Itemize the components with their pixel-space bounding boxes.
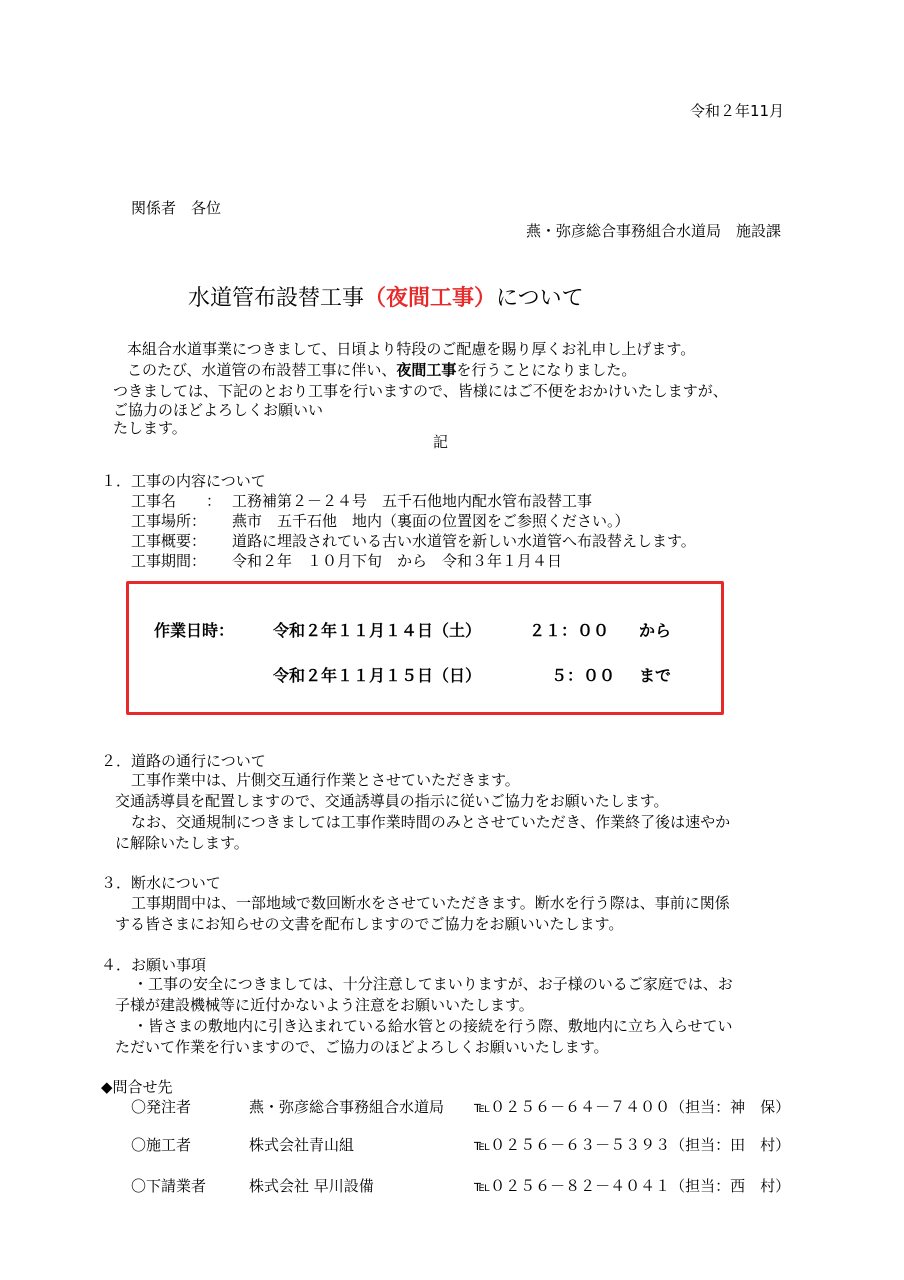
recipient: 関係者 各位 xyxy=(131,199,222,217)
contact-name-orderer: 燕・弥彦総合事務組合水道局 xyxy=(249,1098,445,1116)
section-2-line-4: に解除いたします。 xyxy=(115,834,249,852)
section-2-line-3: なお、交通規制につきましては工事作業時間のみとさせていただき、作業終了後は速やか xyxy=(131,813,731,831)
contacts-heading: ◆問合せ先 xyxy=(101,1078,173,1096)
section-2-line-2: 交通誘導員を配置しますので、交通誘導員の指示に従いご協力をお願いたします。 xyxy=(115,792,669,810)
work-name-value: 工務補第２－２４号 五千石他地内配水管布設替工事 xyxy=(232,492,593,510)
work-place-label: 工事場所： xyxy=(131,512,207,530)
intro-night-work: 夜間工事 xyxy=(396,361,457,379)
section-2-line-1: 工事作業中は、片側交互通行作業とさせていただきます。 xyxy=(131,771,520,789)
section-4-line-2: 子様が建設機械等に近付かないよう注意をお願いいたします。 xyxy=(115,996,534,1014)
intro-line-2-post: を行うことになりました。 xyxy=(456,361,637,379)
section-3-heading: ３．断水について xyxy=(101,874,221,892)
section-3-line-2: する皆さまにお知らせの文書を配布しますのでご協力をお願いいたします。 xyxy=(115,915,624,933)
work-start-suffix: から xyxy=(639,621,672,640)
section-2-heading: ２．道路の通行について xyxy=(101,752,266,770)
intro-line-5: たします。 xyxy=(113,419,187,437)
ki-mark: 記 xyxy=(433,433,449,451)
intro-line-2-pre: このたび、水道管の布設替工事に伴い、 xyxy=(127,361,397,379)
work-period-label: 工事期間： xyxy=(131,552,207,570)
contact-tel-contractor: ℡０２５６－６３－５３９３（担当：田 村） xyxy=(474,1136,791,1154)
section-4-line-3: ・皆さまの敷地内に引き込まれている給水管との接続を行う際、敷地内に立ち入らせてい xyxy=(133,1017,733,1035)
work-end-suffix: まで xyxy=(639,666,672,685)
contact-role-contractor: 〇施工者 xyxy=(131,1136,192,1154)
work-start-time: ２１：００ xyxy=(529,621,610,640)
work-summary-label: 工事概要： xyxy=(131,532,207,550)
section-4-line-4: ただいて作業を行いますので、ご協力のほどよろしくお願いいたします。 xyxy=(115,1038,609,1056)
work-name-label: 工事名 ： xyxy=(131,492,222,510)
work-end-time: ５：００ xyxy=(551,666,616,685)
work-summary-value: 道路に埋設されている古い水道管を新しい水道管へ布設替えします。 xyxy=(232,532,696,550)
intro-line-3: つきましては、下記のとおり工事を行いますので、皆様にはご不便をおかけいたしますが、 xyxy=(113,382,728,400)
work-time-box xyxy=(126,581,724,715)
work-time-label: 作業日時： xyxy=(154,621,235,640)
issue-date: 令和２年11月 xyxy=(690,102,785,120)
section-4-heading: ４．お願い事項 xyxy=(101,956,207,974)
work-period-value: 令和２年 １０月下旬 から 令和３年１月４日 xyxy=(232,552,563,570)
work-place-value: 燕市 五千石他 地内（裏面の位置図をご参照ください。） xyxy=(232,512,630,530)
intro-line-1: 本組合水道事業につきまして、日頃より特段のご配慮を賜り厚くお礼申し上げます。 xyxy=(127,340,696,358)
section-4-line-1: ・工事の安全につきましては、十分注意してまいりますが、お子様のいるご家庭では、お xyxy=(133,975,733,993)
sender: 燕・弥彦総合事務組合水道局 施設課 xyxy=(526,222,782,240)
contact-role-subcontractor: 〇下請業者 xyxy=(131,1177,207,1195)
intro-line-4: ご協力のほどよろしくお願いい xyxy=(113,401,324,419)
title-main: 水道管布設替工事 xyxy=(188,286,365,311)
work-end-date: 令和２年１１月１５日（日） xyxy=(273,666,482,685)
contact-name-subcontractor: 株式会社 早川設備 xyxy=(249,1177,374,1195)
work-start-date: 令和２年１１月１４日（土） xyxy=(273,621,482,640)
contact-role-orderer: 〇発注者 xyxy=(131,1098,192,1116)
title-suffix: について xyxy=(496,286,584,311)
title-highlight: （夜間工事） xyxy=(364,286,497,311)
document-title xyxy=(188,284,584,314)
intro-line-2 xyxy=(127,360,636,380)
section-3-line-1: 工事期間中は、一部地域で数回断水をさせていただきます。断水を行う際は、事前に関係 xyxy=(131,894,730,912)
contact-tel-subcontractor: ℡０２５６－８２－４０４１（担当：西 村） xyxy=(474,1177,791,1195)
contact-name-contractor: 株式会社青山組 xyxy=(249,1136,355,1154)
section-1-heading: １．工事の内容について xyxy=(101,472,266,490)
contact-tel-orderer: ℡０２５６－６４－７４００（担当：神 保） xyxy=(474,1098,791,1116)
